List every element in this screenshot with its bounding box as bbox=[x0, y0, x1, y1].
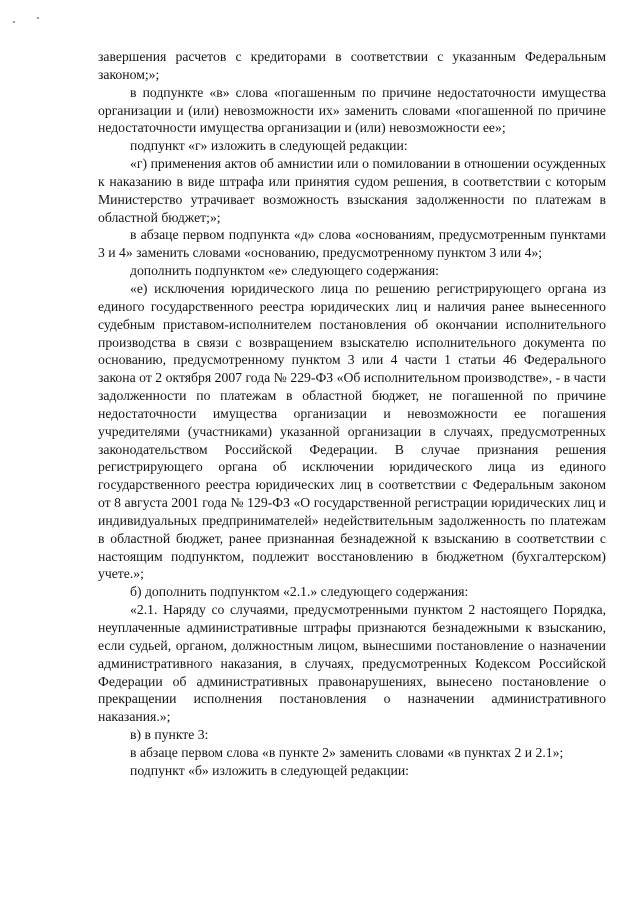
paragraph: подпункт «б» изложить в следующей редакции: bbox=[130, 762, 409, 778]
paragraph: завершения расчетов с кредиторами в соответствии с указанным Федеральным законом;»; bbox=[98, 49, 606, 82]
scan-speck bbox=[13, 21, 15, 23]
paragraph: в подпункте «в» слова «погашенным по причине недостаточности имущества организации и (или) невозможности их» заменить словами «погашенной по причине недостаточности имущества организации и (или) невозможности ее»; bbox=[98, 84, 606, 136]
paragraph: подпункт «г» изложить в следующей редакции: bbox=[130, 138, 408, 154]
paragraph: «2.1. Наряду со случаями, предусмотренными пунктом 2 настоящего Порядка, неуплаченные административные штрафы признаются безнадежными к взысканию, если судьей, органом, должностным лицом, вынесшими постановление о назначении административного наказания, в случаях, предусмотренных Кодексом Российской Федерации об административных правонарушениях, вынесено постановление о прекращении исполнения постановления о назначении административного наказания.»; bbox=[98, 602, 606, 725]
paragraph: дополнить подпунктом «е» следующего содержания: bbox=[130, 263, 439, 279]
paragraph: б) дополнить подпунктом «2.1.» следующего содержания: bbox=[130, 584, 469, 600]
paragraph: «е) исключения юридического лица по решению регистрирующего органа из единого государственного реестра юридических лиц и наличия ранее вынесенного судебным приставом-исполнителем постановления об окончании исполнительного производства в связи с возвращением взыскателю исполнительного документа по основанию, предусмотренному пунктом 3 или 4 части 1 статьи 46 Федерального закона от 2 октября 2007 года № 229-ФЗ «Об исполнительном производстве», - в части задолженности по платежам в областной бюджет, не погашенной по причине недостаточности имущества организации и невозможности ее погашения учредителями (участниками) указанной организации в случаях, предусмотренных законодательством Российской Федерации. В случае признания решения регистрирующего органа об исключении юридического лица из единого государственного реестра юридических лиц в соответствии с Федеральным законом от 8 августа 2001 года № 129-ФЗ «О государственной регистрации юридических лиц и индивидуальных предпринимателей» недействительным задолженность по платежам в областной бюджет, ранее признанная безнадежной к взысканию в соответствии с настоящим подпунктом, подлежит восстановлению в бюджетном (бухгалтерском) учете.»; bbox=[98, 280, 606, 582]
paragraph: в абзаце первом подпункта «д» слова «основаниям, предусмотренным пунктами 3 и 4» заменить словами «основанию, предусмотренному пунктом 3 или 4»; bbox=[98, 227, 606, 261]
paragraph: «г) применения актов об амнистии или о помиловании в отношении осужденных к наказанию в виде штрафа или принятия судом решения, в соответствии с которым Министерство утрачивает возможность взыскания задолженности по платежам в областной бюджет;»; bbox=[98, 156, 606, 225]
paragraph: в) в пункте 3: bbox=[130, 727, 209, 743]
scan-speck bbox=[37, 17, 39, 19]
document-page bbox=[98, 48, 606, 780]
paragraph: в абзаце первом слова «в пункте 2» заменить словами «в пунктах 2 и 2.1»; bbox=[130, 744, 564, 760]
